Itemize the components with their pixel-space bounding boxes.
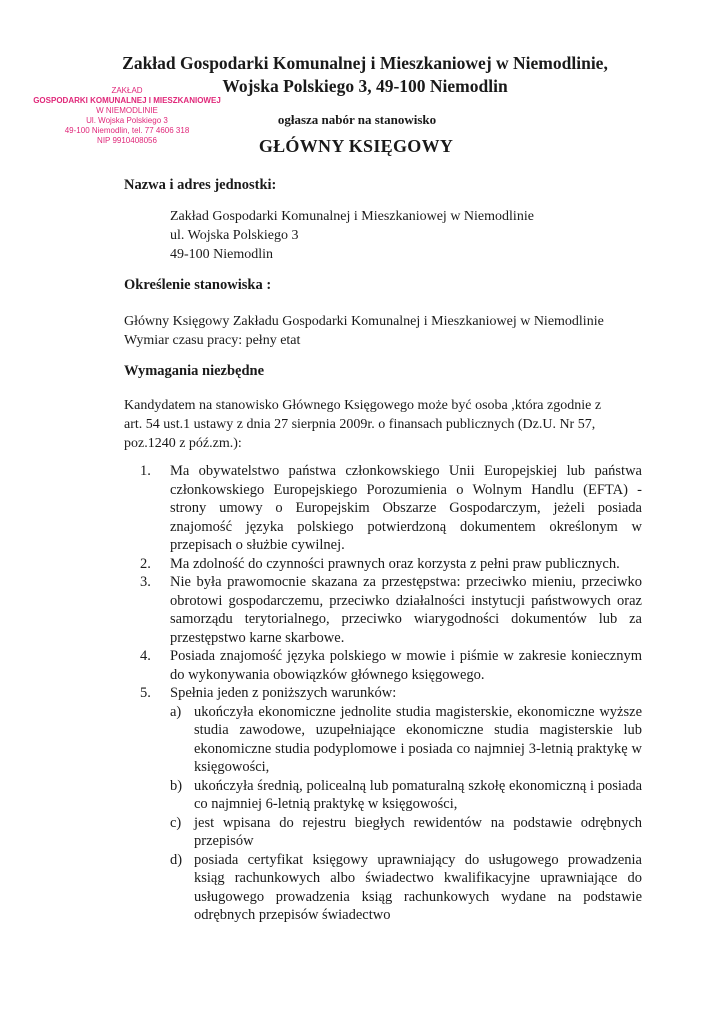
sub-item-text: ukończyła średnią, policealną lub pomaturalną szkołę ekonomiczną i posiada co najmniej 6-letnią praktykę w księgowości,	[194, 777, 642, 812]
sub-item-text: jest wpisana do rejestru biegłych rewidentów na podstawie odrębnych przepisów	[194, 814, 642, 849]
requirements-list	[122, 462, 642, 925]
position-line-2: Wymiar czasu pracy: pełny etat	[124, 333, 301, 348]
item-number: 4.	[140, 648, 151, 664]
sub-list-item	[170, 814, 642, 851]
sub-list-item	[170, 703, 642, 777]
intro-line-2: art. 54 ust.1 ustawy z dnia 27 sierpnia 2009r. o finansach publicznych (Dz.U. Nr 57,	[124, 417, 596, 432]
item-text: Posiada znajomość języka polskiego w mowie i piśmie w zakresie koniecznym do wykonywania obowiązków głównego księgowego.	[170, 648, 642, 683]
sub-item-letter: c)	[170, 814, 182, 831]
announcement-text: ogłasza nabór na stanowisko	[277, 112, 437, 127]
unit-city: 49-100 Niemodlin	[170, 247, 274, 262]
position-description	[124, 312, 604, 350]
header-line-2: Wojska Polskiego 3, 49-100 Niemodlin	[222, 76, 508, 96]
unit-heading: Nazwa i adres jednostki:	[124, 177, 277, 193]
sub-list-item	[170, 851, 642, 925]
stamp-line-1: ZAKŁAD	[111, 86, 143, 95]
list-item	[122, 555, 642, 574]
stamp-line-2: GOSPODARKI KOMUNALNEJ I MIESZKANIOWEJ	[33, 96, 221, 105]
position-heading: Określenie stanowiska :	[124, 277, 272, 293]
sub-item-text: posiada certyfikat księgowy uprawniający do usługowego prowadzenia ksiąg rachunkowych albo świadectwo kwalifikacyjne uprawniające do usługowego prowadzenia ksiąg rachunkowych wydane na podstawie odrębnych przepisów świadectwo	[194, 851, 642, 923]
list-item	[122, 462, 642, 555]
item-text: Spełnia jeden z poniższych warunków:	[170, 685, 397, 701]
sub-item-letter: b)	[170, 777, 183, 794]
company-stamp	[20, 86, 234, 146]
intro-line-3: poz.1240 z póź.zm.):	[124, 436, 242, 451]
position-title: GŁÓWNY KSIĘGOWY	[258, 136, 454, 156]
requirements-intro	[124, 396, 644, 453]
item-text: Ma obywatelstwo państwa członkowskiego Unii Europejskiej lub państwa członkowskiego Europejskiego Porozumienia o Wolnym Handlu (EFTA) - strony umowy o Europejskim Obszarze Gospodarczym, jeżeli posiada znajomość języka polskiego potwierdzoną dokumentem określonym w przepisach o służbie cywilnej.	[170, 463, 642, 553]
sub-requirements-list	[170, 703, 642, 925]
item-number: 1.	[140, 463, 151, 479]
stamp-line-6: NIP 9910408056	[97, 136, 157, 145]
unit-street: ul. Wojska Polskiego 3	[170, 228, 299, 243]
list-item	[122, 684, 642, 925]
item-number: 3.	[140, 574, 151, 590]
sub-item-text: ukończyła ekonomiczne jednolite studia magisterskie, ekonomiczne wyższe studia zawodowe, uzupełniające ekonomiczne studia magisterskie lub ekonomiczne studia podyplomowe i posiada co najmniej 3-letnią praktykę w księgowości,	[194, 703, 642, 775]
stamp-line-4: Ul. Wojska Polskiego 3	[86, 116, 168, 125]
intro-line-1: Kandydatem na stanowisko Głównego Księgowego może być osoba ,która zgodnie z	[124, 398, 602, 413]
stamp-line-3: W NIEMODLINIE	[96, 106, 158, 115]
sub-list-item	[170, 777, 642, 814]
item-5-content	[170, 684, 642, 925]
item-text: Ma zdolność do czynności prawnych oraz korzysta z pełni praw publicznych.	[170, 555, 620, 572]
requirements-heading: Wymagania niezbędne	[124, 363, 265, 379]
list-item	[122, 573, 642, 647]
sub-item-letter: d)	[170, 851, 183, 868]
stamp-line-5: 49-100 Niemodlin, tel. 77 4606 318	[64, 126, 190, 135]
item-text: Nie była prawomocnie skazana za przestępstwa: przeciwko mieniu, przeciwko obrotowi gospodarczemu, przeciwko działalności instytucji państwowych oraz samorządu terytorialnego, przeciwko wiarygodności dokumentów lub za przestępstwo karne skarbowe.	[170, 574, 642, 646]
item-number: 5.	[140, 685, 151, 701]
unit-name: Zakład Gospodarki Komunalnej i Mieszkaniowej w Niemodlinie	[170, 209, 534, 224]
position-line-1: Główny Księgowy Zakładu Gospodarki Komunalnej i Mieszkaniowej w Niemodlinie	[124, 314, 604, 329]
header-line-1: Zakład Gospodarki Komunalnej i Mieszkaniowej w Niemodlinie,	[122, 53, 608, 73]
sub-item-letter: a)	[170, 703, 182, 720]
list-item	[122, 647, 642, 684]
unit-address	[170, 207, 534, 264]
item-number: 2.	[140, 555, 151, 572]
